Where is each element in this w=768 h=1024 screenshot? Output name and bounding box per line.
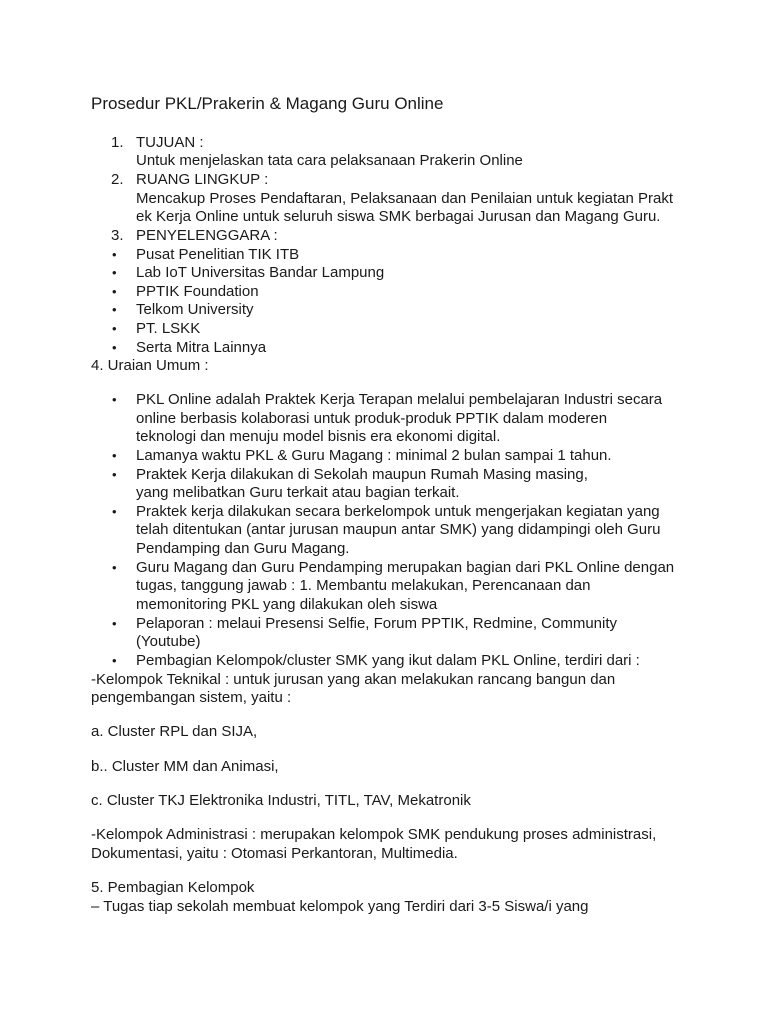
general-item-line: teknologi dan menuju model bisnis era ekonomi digital.: [136, 428, 501, 445]
general-item-line: Guru Magang dan Guru Pendamping merupakan bagian dari PKL Online dengan: [136, 559, 675, 576]
general-item-line: (Youtube): [136, 633, 201, 650]
organizer-item: Serta Mitra Lainnya: [136, 339, 267, 356]
bullet-icon: •: [112, 448, 117, 463]
document-title: Prosedur PKL/Prakerin & Magang Guru Online: [91, 94, 444, 113]
general-item-line: Lamanya waktu PKL & Guru Magang : minimal 2 bulan sampai 1 tahun.: [136, 447, 612, 464]
bullet-icon: •: [112, 265, 117, 280]
section-1-heading: TUJUAN :: [136, 134, 204, 151]
cluster-b: b.. Cluster MM dan Animasi,: [91, 758, 279, 775]
organizer-item: Pusat Penelitian TIK ITB: [136, 246, 300, 263]
general-item-line: memonitoring PKL yang dilakukan oleh siswa: [136, 596, 438, 613]
section-3-heading: PENYELENGGARA :: [136, 227, 278, 244]
section-2-heading: RUANG LINGKUP :: [136, 171, 269, 188]
general-item-line: telah ditentukan (antar jurusan maupun antar SMK) yang didampingi oleh Guru: [136, 521, 661, 538]
cluster-a: a. Cluster RPL dan SIJA,: [91, 723, 258, 740]
general-item-line: Pendamping dan Guru Magang.: [136, 540, 350, 557]
administrasi-line-2: Dokumentasi, yaitu : Otomasi Perkantoran, Multimedia.: [91, 845, 458, 862]
section-4-heading: 4. Uraian Umum :: [91, 357, 209, 374]
teknikal-line-2: pengembangan sistem, yaitu :: [91, 689, 292, 706]
section-1-text: Untuk menjelaskan tata cara pelaksanaan Prakerin Online: [136, 152, 523, 169]
section-3-number: 3.: [111, 227, 124, 244]
bullet-icon: •: [112, 467, 117, 482]
bullet-icon: •: [112, 321, 117, 336]
bullet-icon: •: [112, 284, 117, 299]
general-item-line: Praktek Kerja dilakukan di Sekolah maupun Rumah Masing masing,: [136, 466, 588, 483]
organizer-item: Lab IoT Universitas Bandar Lampung: [136, 264, 385, 281]
bullet-icon: •: [112, 560, 117, 575]
general-item-line: Pembagian Kelompok/cluster SMK yang ikut dalam PKL Online, terdiri dari :: [136, 652, 640, 669]
general-item-line: online berbasis kolaborasi untuk produk-produk PPTIK dalam moderen: [136, 410, 608, 427]
bullet-icon: •: [112, 504, 117, 519]
section-2-number: 2.: [111, 171, 124, 188]
bullet-icon: •: [112, 340, 117, 355]
bullet-icon: •: [112, 392, 117, 407]
bullet-icon: •: [112, 653, 117, 668]
general-item-line: Praktek kerja dilakukan secara berkelompok untuk mengerjakan kegiatan yang: [136, 503, 660, 520]
general-item-line: tugas, tanggung jawab : 1. Membantu melakukan, Perencanaan dan: [136, 577, 591, 594]
bullet-icon: •: [112, 302, 117, 317]
administrasi-line-1: -Kelompok Administrasi : merupakan kelompok SMK pendukung proses administrasi,: [91, 826, 657, 843]
section-5-line-1: – Tugas tiap sekolah membuat kelompok yang Terdiri dari 3-5 Siswa/i yang: [91, 898, 589, 915]
section-1-number: 1.: [111, 134, 124, 151]
general-item-line: Pelaporan : melaui Presensi Selfie, Forum PPTIK, Redmine, Community: [136, 615, 618, 632]
organizer-item: PPTIK Foundation: [136, 283, 259, 300]
organizer-item: PT. LSKK: [136, 320, 201, 337]
cluster-c: c. Cluster TKJ Elektronika Industri, TITL, TAV, Mekatronik: [91, 792, 471, 809]
bullet-icon: •: [112, 616, 117, 631]
general-item-line: yang melibatkan Guru terkait atau bagian terkait.: [136, 484, 460, 501]
organizer-item: Telkom University: [136, 301, 254, 318]
section-5-heading: 5. Pembagian Kelompok: [91, 879, 255, 896]
teknikal-line-1: -Kelompok Teknikal : untuk jurusan yang akan melakukan rancang bangun dan: [91, 671, 616, 688]
general-item-line: PKL Online adalah Praktek Kerja Terapan melalui pembelajaran Industri secara: [136, 391, 663, 408]
bullet-icon: •: [112, 247, 117, 262]
section-2-text-line-2: ek Kerja Online untuk seluruh siswa SMK berbagai Jurusan dan Magang Guru.: [136, 208, 661, 225]
section-2-text-line-1: Mencakup Proses Pendaftaran, Pelaksanaan dan Penilaian untuk kegiatan Prakt: [136, 190, 674, 207]
